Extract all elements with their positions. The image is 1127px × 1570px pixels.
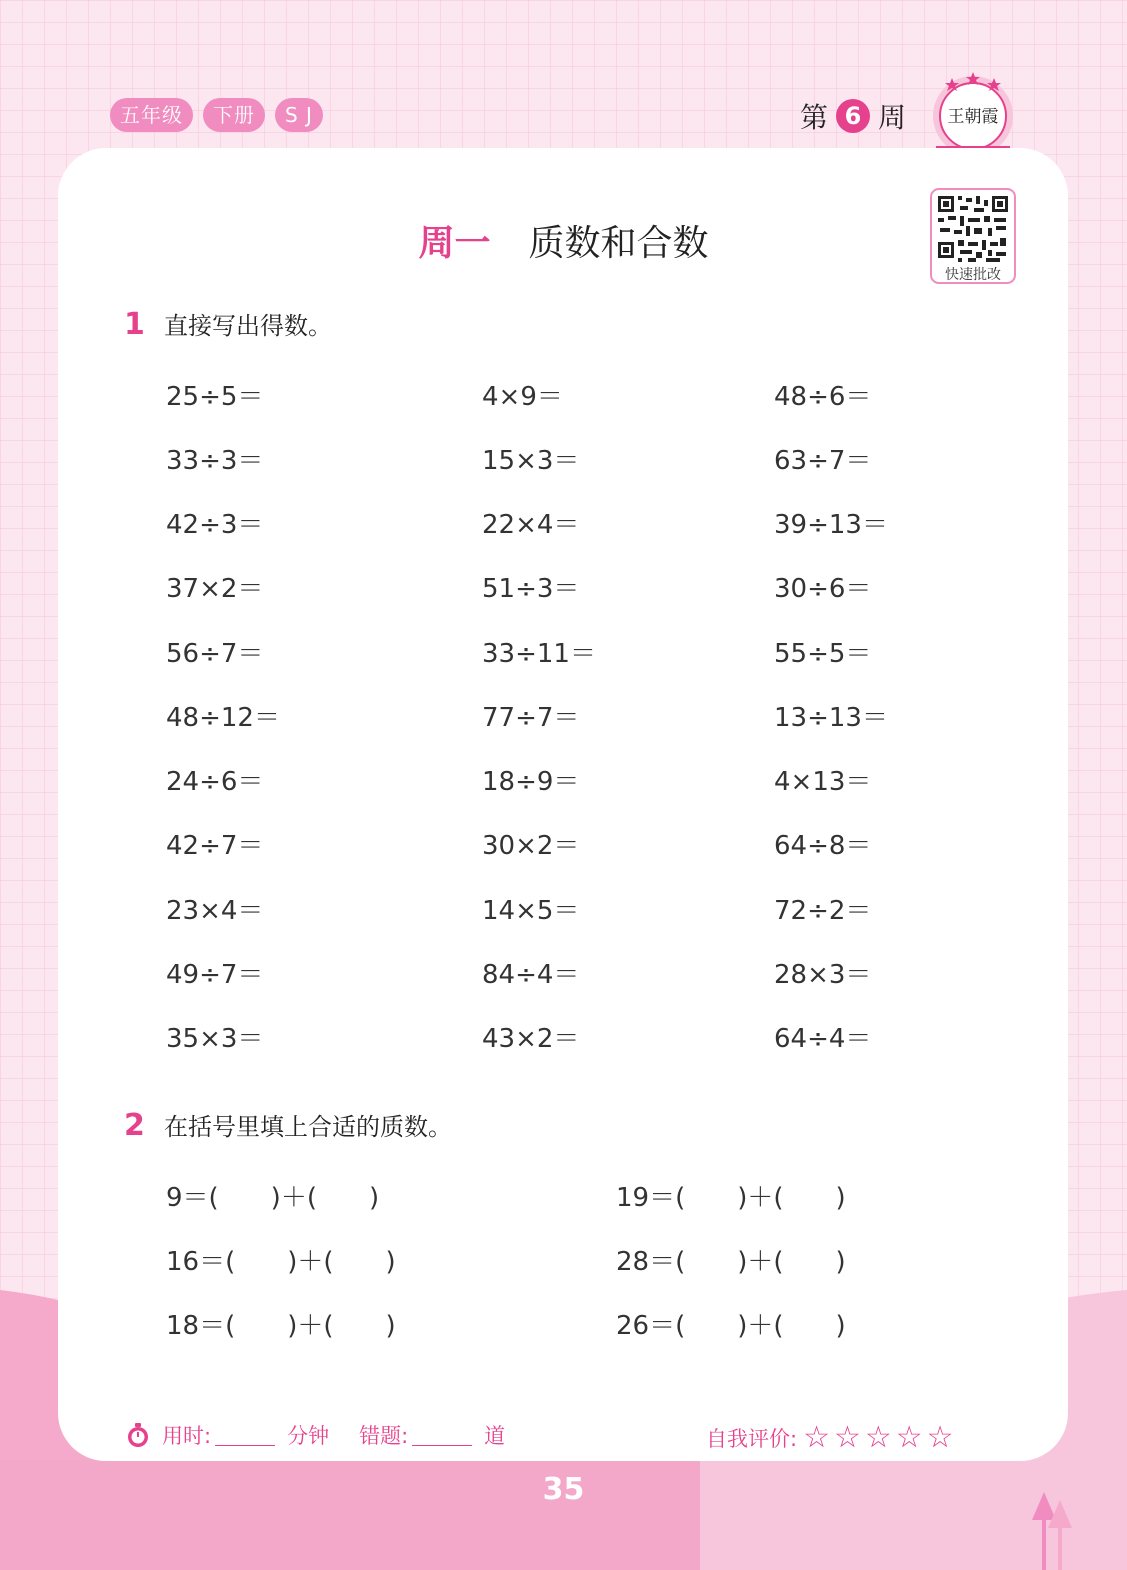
- week-label: [800, 96, 906, 136]
- calc-item: 30×2＝: [482, 831, 580, 861]
- calc-item: 49÷7＝: [166, 960, 264, 990]
- calc-item: 25÷5＝: [166, 382, 264, 412]
- calc-item: 48÷12＝: [166, 703, 280, 733]
- self-eval-label: 自我评价:: [706, 1426, 798, 1451]
- calc-item: 24÷6＝: [166, 767, 264, 797]
- calc-item: 39÷13＝: [774, 510, 888, 540]
- calc-item: 33÷3＝: [166, 446, 264, 476]
- edition-tag: S J: [275, 98, 323, 132]
- calc-item: 72÷2＝: [774, 896, 872, 926]
- calc-item: 37×2＝: [166, 574, 264, 604]
- calc-item: 63÷7＝: [774, 446, 872, 476]
- stopwatch-icon: [124, 1421, 152, 1449]
- calc-item: 14×5＝: [482, 896, 580, 926]
- time-label: 用时:: [162, 1424, 212, 1448]
- section-2-number: 2: [124, 1108, 145, 1143]
- fill-blank-item[interactable]: 16＝( )＋( ): [166, 1247, 396, 1277]
- week-prefix: 第: [800, 101, 829, 134]
- fill-blank-item[interactable]: 28＝( )＋( ): [616, 1247, 846, 1277]
- calc-item: 77÷7＝: [482, 703, 580, 733]
- errors-label: 错题:: [359, 1424, 409, 1448]
- section-2-heading: [124, 1107, 452, 1143]
- qr-label: 快速批改: [945, 267, 1001, 283]
- calc-item: 84÷4＝: [482, 960, 580, 990]
- fill-blank-item[interactable]: 9＝( )＋( ): [166, 1183, 380, 1213]
- calc-item: 51÷3＝: [482, 574, 580, 604]
- calc-item: 33÷11＝: [482, 639, 596, 669]
- calc-item: 56÷7＝: [166, 639, 264, 669]
- calc-item: 4×13＝: [774, 767, 872, 797]
- section-1-number: 1: [124, 307, 145, 342]
- self-evaluation: [706, 1420, 958, 1455]
- week-number: 6: [836, 99, 870, 133]
- calc-item: 48÷6＝: [774, 382, 872, 412]
- calc-item: 43×2＝: [482, 1024, 580, 1054]
- time-input[interactable]: [215, 1425, 275, 1446]
- week-suffix: 周: [878, 101, 907, 134]
- rating-stars[interactable]: ☆☆☆☆☆: [803, 1420, 958, 1455]
- calc-item: 42÷7＝: [166, 831, 264, 861]
- errors-unit: 道: [484, 1424, 506, 1448]
- time-and-errors: [124, 1420, 505, 1450]
- calc-item: 13÷13＝: [774, 703, 888, 733]
- time-unit: 分钟: [287, 1424, 330, 1448]
- page-number: 35: [542, 1472, 585, 1507]
- arrow-decoration: [1030, 1490, 1080, 1570]
- calc-item: 18÷9＝: [482, 767, 580, 797]
- calc-item: 4×9＝: [482, 382, 563, 412]
- calc-item: 64÷8＝: [774, 831, 872, 861]
- errors-input[interactable]: [412, 1425, 472, 1446]
- calc-item: 30÷6＝: [774, 574, 872, 604]
- logo-name: 王朝霞: [947, 107, 999, 127]
- section-1-instruction: 直接写出得数。: [164, 312, 332, 340]
- calc-item: 35×3＝: [166, 1024, 264, 1054]
- section-1-heading: [124, 306, 332, 342]
- volume-tag: 下册: [203, 98, 265, 132]
- calc-item: 42÷3＝: [166, 510, 264, 540]
- section-2-instruction: 在括号里填上合适的质数。: [164, 1113, 452, 1141]
- title-day: 周一: [418, 223, 491, 264]
- fill-blank-item[interactable]: 18＝( )＋( ): [166, 1311, 396, 1341]
- calc-item: 23×4＝: [166, 896, 264, 926]
- fill-blank-item[interactable]: 19＝( )＋( ): [616, 1183, 846, 1213]
- fill-blank-item[interactable]: 26＝( )＋( ): [616, 1311, 846, 1341]
- calc-item: 55÷5＝: [774, 639, 872, 669]
- calc-item: 15×3＝: [482, 446, 580, 476]
- title-topic: 质数和合数: [528, 223, 709, 264]
- calc-item: 22×4＝: [482, 510, 580, 540]
- grade-tag: 五年级: [110, 98, 193, 132]
- calc-item: 64÷4＝: [774, 1024, 872, 1054]
- grade-tags: [110, 98, 323, 132]
- calc-item: 28×3＝: [774, 960, 872, 990]
